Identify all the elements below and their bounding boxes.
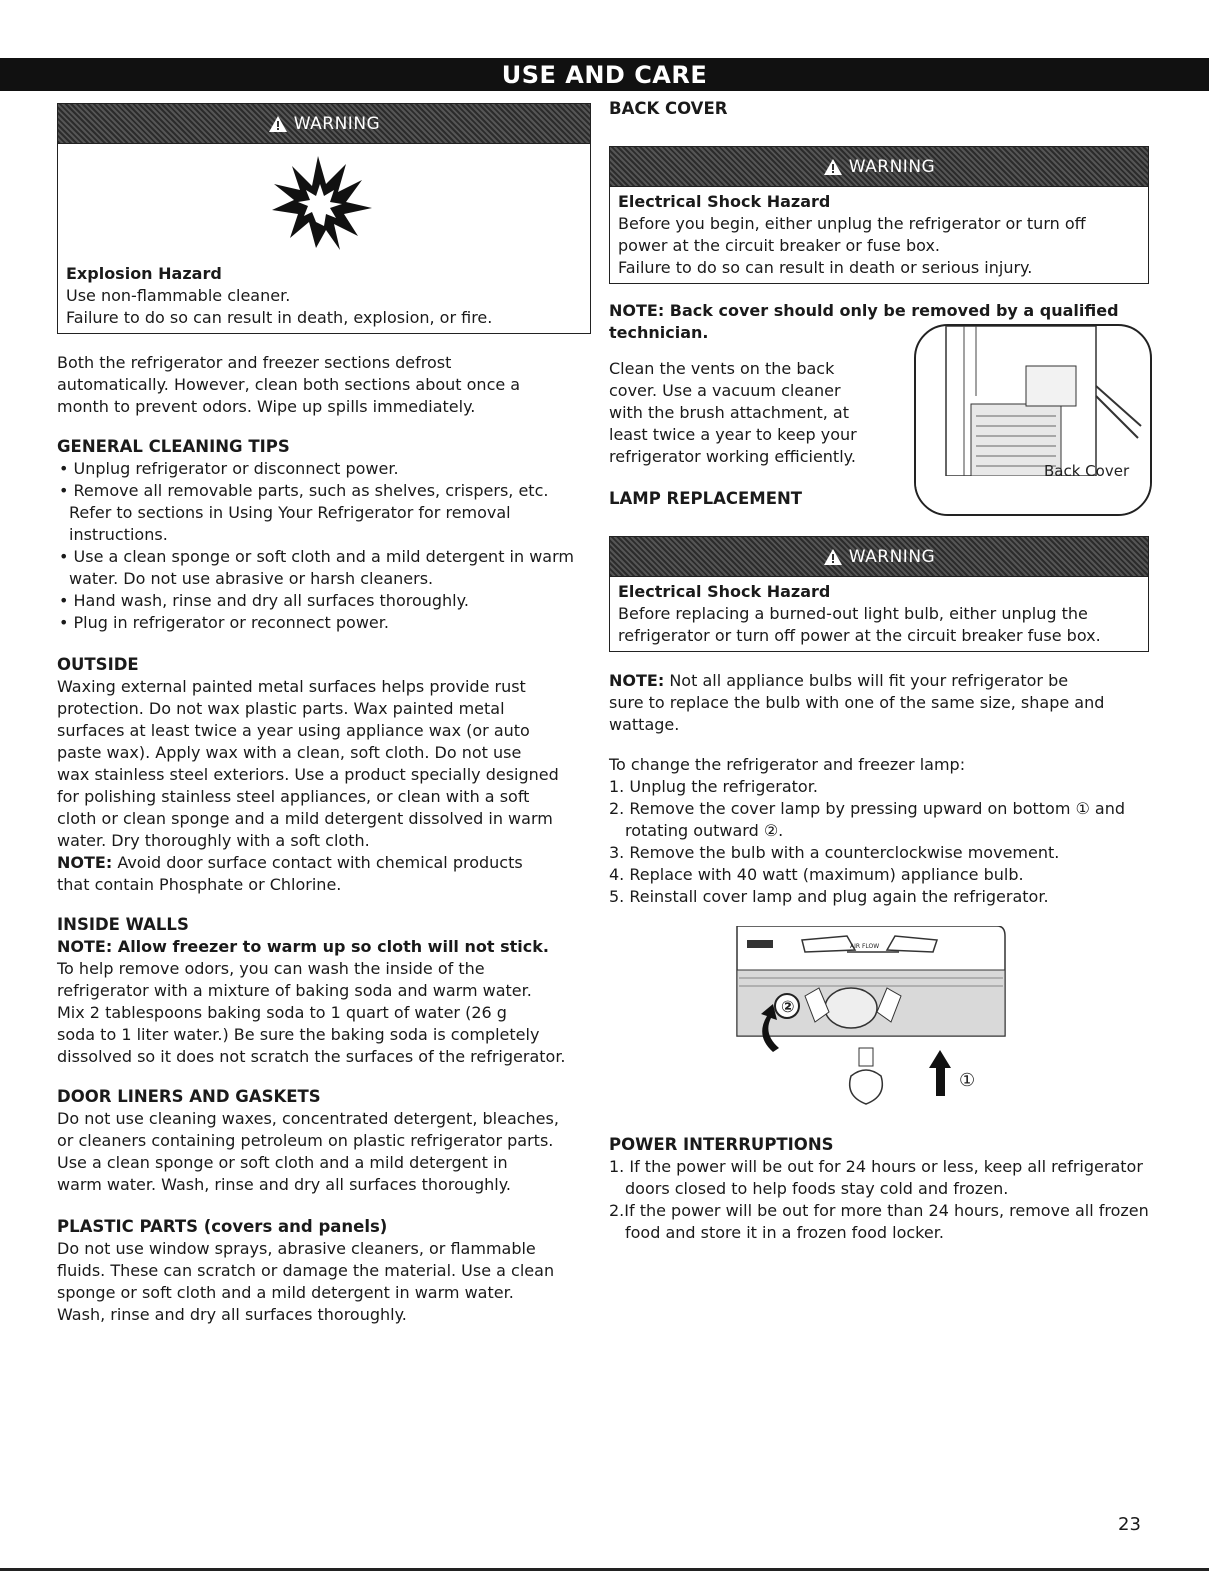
section-heading: LAMP REPLACEMENT <box>609 489 803 508</box>
note-line <box>57 852 595 874</box>
warning-label: WARNING <box>293 113 381 134</box>
warning-label: WARNING <box>848 156 936 177</box>
warning-header <box>610 147 1148 186</box>
steps-intro: To change the refrigerator and freezer lamp: <box>609 755 966 774</box>
lamp-cover-illustration-icon <box>727 926 1017 1126</box>
note-text: Avoid door surface contact with chemical products <box>112 853 523 872</box>
section-heading: INSIDE WALLS <box>57 915 189 934</box>
text-line: protection. Do not wax plastic parts. Wax painted metal <box>57 699 505 718</box>
text-line: cover. Use a vacuum cleaner <box>609 381 841 400</box>
warning-line: Before you begin, either unplug the refrigerator or turn off <box>618 214 1086 233</box>
list-item: 4. Replace with 40 watt (maximum) appliance bulb. <box>609 865 1024 884</box>
section-heading: OUTSIDE <box>57 655 139 674</box>
list-item: 5. Reinstall cover lamp and plug again the refrigerator. <box>609 887 1049 906</box>
text-line: dissolved so it does not scratch the surfaces of the refrigerator. <box>57 1047 566 1066</box>
warning-triangle-icon <box>823 548 843 566</box>
warning-triangle-icon <box>823 158 843 176</box>
warning-title: Electrical Shock Hazard <box>618 582 831 601</box>
warning-title: Electrical Shock Hazard <box>618 192 831 211</box>
text-line: automatically. However, clean both sections about once a <box>57 375 521 394</box>
lamp-warning-box <box>609 536 1149 652</box>
list-item: 2. Remove the cover lamp by pressing upward on bottom ① and rotating outward ②. <box>609 799 1126 840</box>
warning-line: Before replacing a burned-out light bulb, either unplug the <box>618 604 1088 623</box>
text-line: paste wax). Apply wax with a clean, soft cloth. Do not use <box>57 743 522 762</box>
refrigerator-back-icon <box>916 326 1150 514</box>
door-liners-section <box>57 1086 595 1196</box>
right-column <box>609 98 1153 1244</box>
section-heading: BACK COVER <box>609 99 728 118</box>
warning-line: refrigerator or turn off power at the circuit breaker fuse box. <box>618 626 1101 645</box>
marker-2: ② <box>781 997 795 1016</box>
page-banner <box>0 58 1209 91</box>
list-item: 1. Unplug the refrigerator. <box>609 777 818 796</box>
explosion-warning-box <box>57 103 591 334</box>
lamp-note <box>609 670 1153 736</box>
back-cover-note <box>609 300 1153 480</box>
text-line: water. Dry thoroughly with a soft cloth. <box>57 831 370 850</box>
list-item: 1. If the power will be out for 24 hours or less, keep all refrigerator doors closed to help foods stay cold and frozen. <box>609 1157 1143 1198</box>
text-line: fluids. These can scratch or damage the material. Use a clean <box>57 1261 555 1280</box>
text-line: with the brush attachment, at <box>609 403 849 422</box>
text-line: Wash, rinse and dry all surfaces thoroughly. <box>57 1305 407 1324</box>
page-title: USE AND CARE <box>490 61 720 89</box>
text-line: warm water. Wash, rinse and dry all surfaces thoroughly. <box>57 1175 512 1194</box>
lamp-figure <box>727 926 1017 1126</box>
explosion-icon <box>254 150 384 254</box>
section-heading: GENERAL CLEANING TIPS <box>57 437 290 456</box>
inside-walls-section <box>57 914 595 1068</box>
list-item: 3. Remove the bulb with a counterclockwise movement. <box>609 843 1060 862</box>
note-text: Not all appliance bulbs will fit your refrigerator be <box>664 671 1069 690</box>
section-heading: DOOR LINERS AND GASKETS <box>57 1087 321 1106</box>
note-line <box>609 670 1153 692</box>
steps-list <box>609 776 1153 908</box>
list-item: • Plug in refrigerator or reconnect power. <box>59 613 389 632</box>
text-line: for polishing stainless steel appliances, or clean with a soft <box>57 787 530 806</box>
power-list <box>609 1156 1153 1244</box>
list-item: • Hand wash, rinse and dry all surfaces thoroughly. <box>59 591 469 610</box>
warning-line: power at the circuit breaker or fuse box. <box>618 236 940 255</box>
text-line: Do not use window sprays, abrasive cleaners, or flammable <box>57 1239 536 1258</box>
text-line: Waxing external painted metal surfaces helps provide rust <box>57 677 526 696</box>
back-cover-warning-box <box>609 146 1149 284</box>
page-number: 23 <box>1118 1514 1141 1535</box>
air-flow-label: AIR FLOW <box>850 943 880 950</box>
general-cleaning-section <box>57 436 595 634</box>
list-item: 2.If the power will be out for more than 24 hours, remove all frozen food and store it in a frozen food locker. <box>609 1201 1149 1242</box>
list-item: • Remove all removable parts, such as shelves, crispers, etc. Refer to sections in Using Your Refrigerator for removal instructions. <box>59 481 549 544</box>
text-line: Do not use cleaning waxes, concentrated detergent, bleaches, <box>57 1109 559 1128</box>
list-item: • Use a clean sponge or soft cloth and a mild detergent in warm water. Do not use abrasive or harsh cleaners. <box>59 547 574 588</box>
list-item: • Unplug refrigerator or disconnect power. <box>59 459 399 478</box>
section-heading: PLASTIC PARTS (covers and panels) <box>57 1217 388 1236</box>
note-line: technician. <box>609 323 709 342</box>
warning-line: Failure to do so can result in death, explosion, or fire. <box>66 308 493 327</box>
note-line: wattage. <box>609 715 680 734</box>
warning-triangle-icon <box>268 115 288 133</box>
warning-body <box>610 576 1148 651</box>
lamp-steps <box>609 754 1153 908</box>
text-line: refrigerator with a mixture of baking soda and warm water. <box>57 981 532 1000</box>
note-line: NOTE: Allow freezer to warm up so cloth will not stick. <box>57 937 549 956</box>
marker-1: ① <box>959 1070 976 1091</box>
back-cover-text <box>609 358 899 468</box>
section-heading: POWER INTERRUPTIONS <box>609 1135 834 1154</box>
text-line: soda to 1 liter water.) Be sure the baking soda is completely <box>57 1025 540 1044</box>
plastic-parts-section <box>57 1216 595 1326</box>
warning-header <box>610 537 1148 576</box>
note-line: sure to replace the bulb with one of the same size, shape and <box>609 693 1105 712</box>
outside-section <box>57 654 595 896</box>
text-line: sponge or soft cloth and a mild detergent in warm water. <box>57 1283 514 1302</box>
warning-label: WARNING <box>848 546 936 567</box>
note-line: that contain Phosphate or Chlorine. <box>57 875 342 894</box>
warning-header <box>58 104 590 143</box>
text-line: month to prevent odors. Wipe up spills immediately. <box>57 397 476 416</box>
warning-line: Failure to do so can result in death or serious injury. <box>618 258 1033 277</box>
text-line: surfaces at least twice a year using appliance wax (or auto <box>57 721 530 740</box>
left-column <box>57 103 595 1326</box>
note-label: NOTE: <box>609 671 665 690</box>
text-line: Both the refrigerator and freezer sections defrost <box>57 353 452 372</box>
text-line: Use a clean sponge or soft cloth and a mild detergent in <box>57 1153 508 1172</box>
text-line: wax stainless steel exteriors. Use a product specially designed <box>57 765 559 784</box>
text-line: or cleaners containing petroleum on plastic refrigerator parts. <box>57 1131 554 1150</box>
back-cover-figure <box>914 324 1152 516</box>
intro-paragraph <box>57 352 595 418</box>
explosion-icon-area <box>58 143 590 261</box>
text-line: Mix 2 tablespoons baking soda to 1 quart of water (26 g <box>57 1003 507 1022</box>
text-line: Clean the vents on the back <box>609 359 835 378</box>
note-line: NOTE: Back cover should only be removed by a qualified <box>609 301 1119 320</box>
power-interruptions-section <box>609 1134 1153 1244</box>
bottom-rule <box>0 1568 1209 1571</box>
bullet-list <box>57 458 595 634</box>
note-label: NOTE: <box>57 853 113 872</box>
text-line: refrigerator working efficiently. <box>609 447 856 466</box>
warning-body <box>610 186 1148 283</box>
warning-title: Explosion Hazard <box>66 264 222 283</box>
text-line: cloth or clean sponge and a mild detergent dissolved in warm <box>57 809 553 828</box>
warning-line: Use non-flammable cleaner. <box>66 286 291 305</box>
text-line: least twice a year to keep your <box>609 425 857 444</box>
warning-body <box>58 261 590 333</box>
back-cover-label: Back Cover <box>1044 462 1130 480</box>
text-line: To help remove odors, you can wash the inside of the <box>57 959 485 978</box>
